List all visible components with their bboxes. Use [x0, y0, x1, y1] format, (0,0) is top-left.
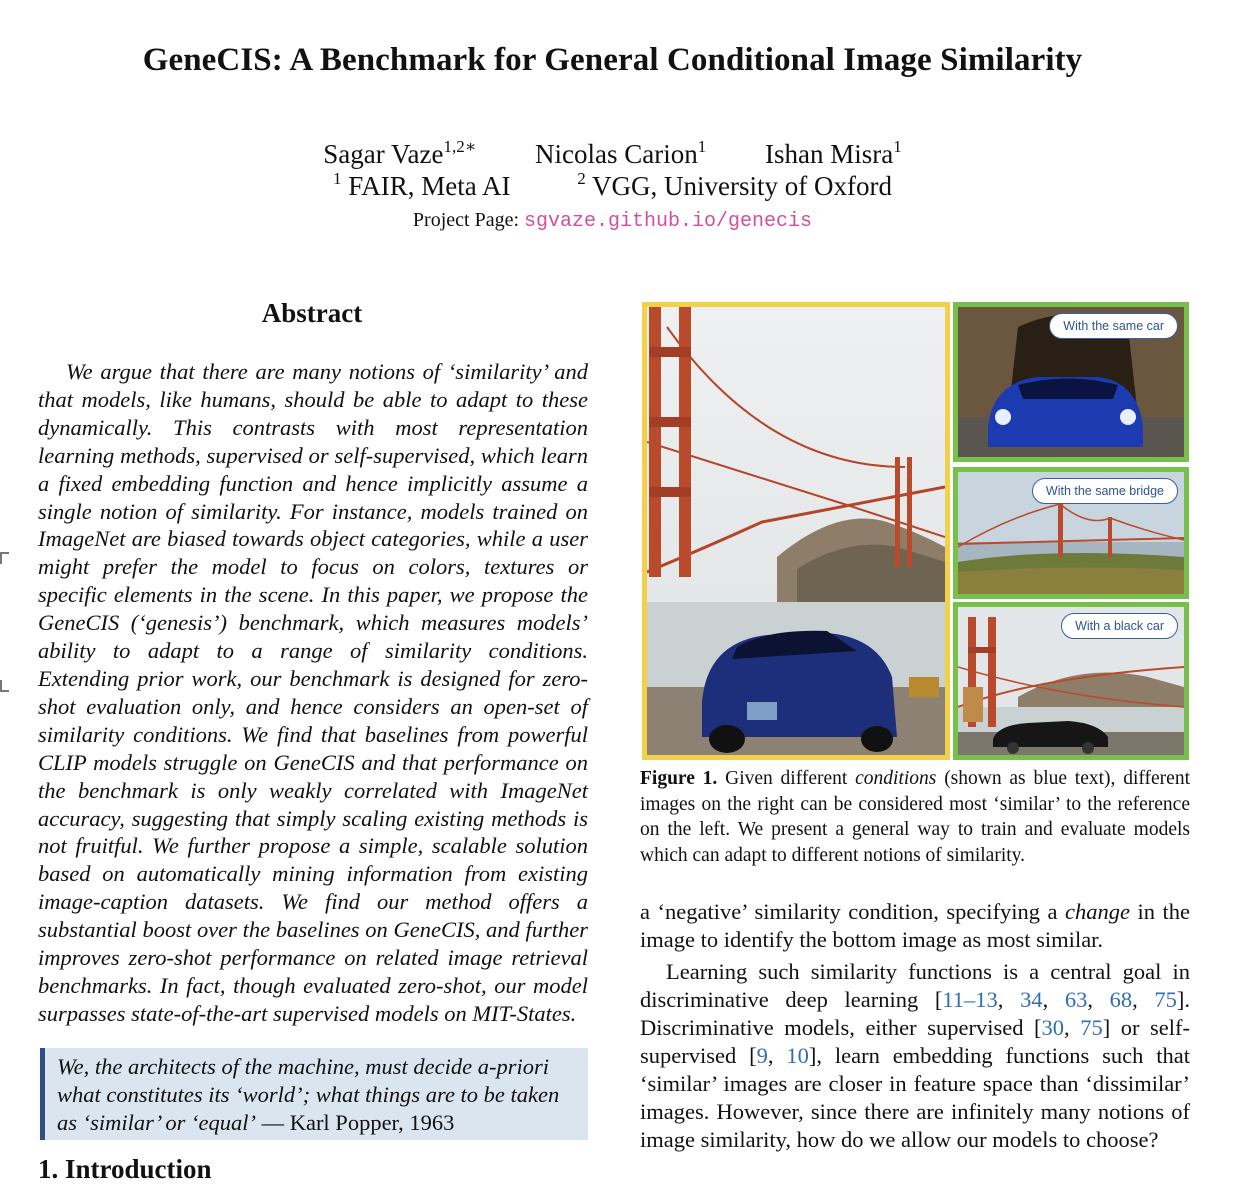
- citation-link[interactable]: 30: [1041, 1015, 1064, 1040]
- reference-image: [642, 302, 950, 760]
- margin-mark-bottom: [0, 680, 9, 692]
- similar-image-black-car: [953, 602, 1189, 760]
- citation-link[interactable]: 75: [1080, 1015, 1103, 1040]
- epigraph-quote: [40, 1048, 588, 1140]
- abstract-text: We argue that there are many notions of ‘similarity’ and that models, like humans, should be able to adapt to these dynamically. This contrasts with most representation learning methods, supervised or self-supervised, which learn a fixed embedding function and hence implicitly assume a single notion of similarity. For instance, models trained on ImageNet are biased towards object categories, while a user might prefer the model to focus on colors, textures or specific elements in the scene. In this paper, we propose the GeneCIS (‘genesis’) benchmark, which measures models’ ability to adapt to a range of similarity conditions. Extending prior work, our benchmark is designed for zero-shot evaluation only, and hence considers an open-set of similarity conditions. We find that baselines from powerful CLIP models struggle on GeneCIS and that performance on the benchmark is only weakly correlated with ImageNet accuracy, suggesting that simply scaling existing methods is not fruitful. We further propose a simple, scalable solution based on automatically mining information from existing image-caption datasets. We find our method offers a substantial boost over the baselines on GeneCIS, and further improves zero-shot performance on related image retrieval benchmarks. In fact, though evaluated zero-shot, our model surpasses state-of-the-art supervised models on MIT-States.: [38, 359, 588, 1026]
- condition-pill-black-car: With a black car: [1061, 613, 1178, 639]
- author-1: Sagar Vaze$^{1,2∗}$: [323, 137, 477, 169]
- author-block: [0, 137, 1225, 203]
- author-3: Ishan Misra$^1$: [765, 137, 902, 169]
- figure-1: [642, 302, 1190, 760]
- project-label: Project Page:: [412, 209, 520, 231]
- citation-link[interactable]: 63: [1064, 987, 1088, 1012]
- figure-caption: Figure 1. Given different conditions (shown as blue text), different images on the right can be considered most ‘similar’ to the reference on the left. We present a general way to train and evaluate models which can adapt to different notions of similarity.: [640, 768, 1190, 866]
- project-link[interactable]: sgvaze.github.io/genecis: [524, 210, 813, 233]
- project-page: [0, 209, 1225, 233]
- affiliation-1: $^1$ FAIR, Meta AI: [333, 169, 511, 201]
- citation-link[interactable]: 75: [1154, 987, 1177, 1012]
- paper-title: GeneCIS: A Benchmark for General Conditional Image Similarity: [142, 42, 1083, 78]
- author-2: Nicolas Carion$^1$: [535, 137, 707, 169]
- citation-link[interactable]: 9: [756, 1043, 768, 1068]
- quote-attribution: — Karl Popper, 1963: [255, 1110, 455, 1135]
- citation-link[interactable]: 13: [975, 987, 998, 1012]
- margin-mark-top: [0, 552, 9, 564]
- similar-image-same-bridge: [953, 467, 1189, 599]
- paragraph-1: a ‘negative’ similarity condition, specifying a change in the image to identify the bottom image as most similar.: [640, 899, 1190, 952]
- golden-gate-bridge-car-image: [647, 307, 945, 755]
- paragraph-2: Learning such similarity functions is a central goal in discriminative deep learning [11–13, 34, 63, 68, 75]. Discriminative models, either supervised [30, 75] or self-supervised [9, 10], learn embedding functions such that ‘similar’ images are closer in feature space than ‘dissimilar’ images. However, since there are infinitely many notions of image similarity, how do we allow our models to choose?: [640, 959, 1191, 1152]
- quote-text: We, the architects of the machine, must decide a-priori what constitutes its ‘world’; what things are to be taken as ‘similar’ or ‘equal’: [57, 1054, 560, 1135]
- citation-link[interactable]: 34: [1020, 987, 1043, 1012]
- similar-image-same-car: [953, 302, 1189, 462]
- section-heading-introduction: 1. Introduction: [38, 1154, 212, 1184]
- citation-link[interactable]: 68: [1109, 987, 1133, 1012]
- condition-pill-same-car: With the same car: [1049, 313, 1178, 339]
- abstract-heading: Abstract: [261, 298, 363, 328]
- citation-link[interactable]: 11: [942, 987, 965, 1012]
- introduction-body: [640, 898, 1190, 1158]
- citation-link[interactable]: 10: [786, 1043, 809, 1068]
- affiliation-2: $^2$ VGG, University of Oxford: [577, 169, 892, 201]
- condition-pill-same-bridge: With the same bridge: [1032, 478, 1178, 504]
